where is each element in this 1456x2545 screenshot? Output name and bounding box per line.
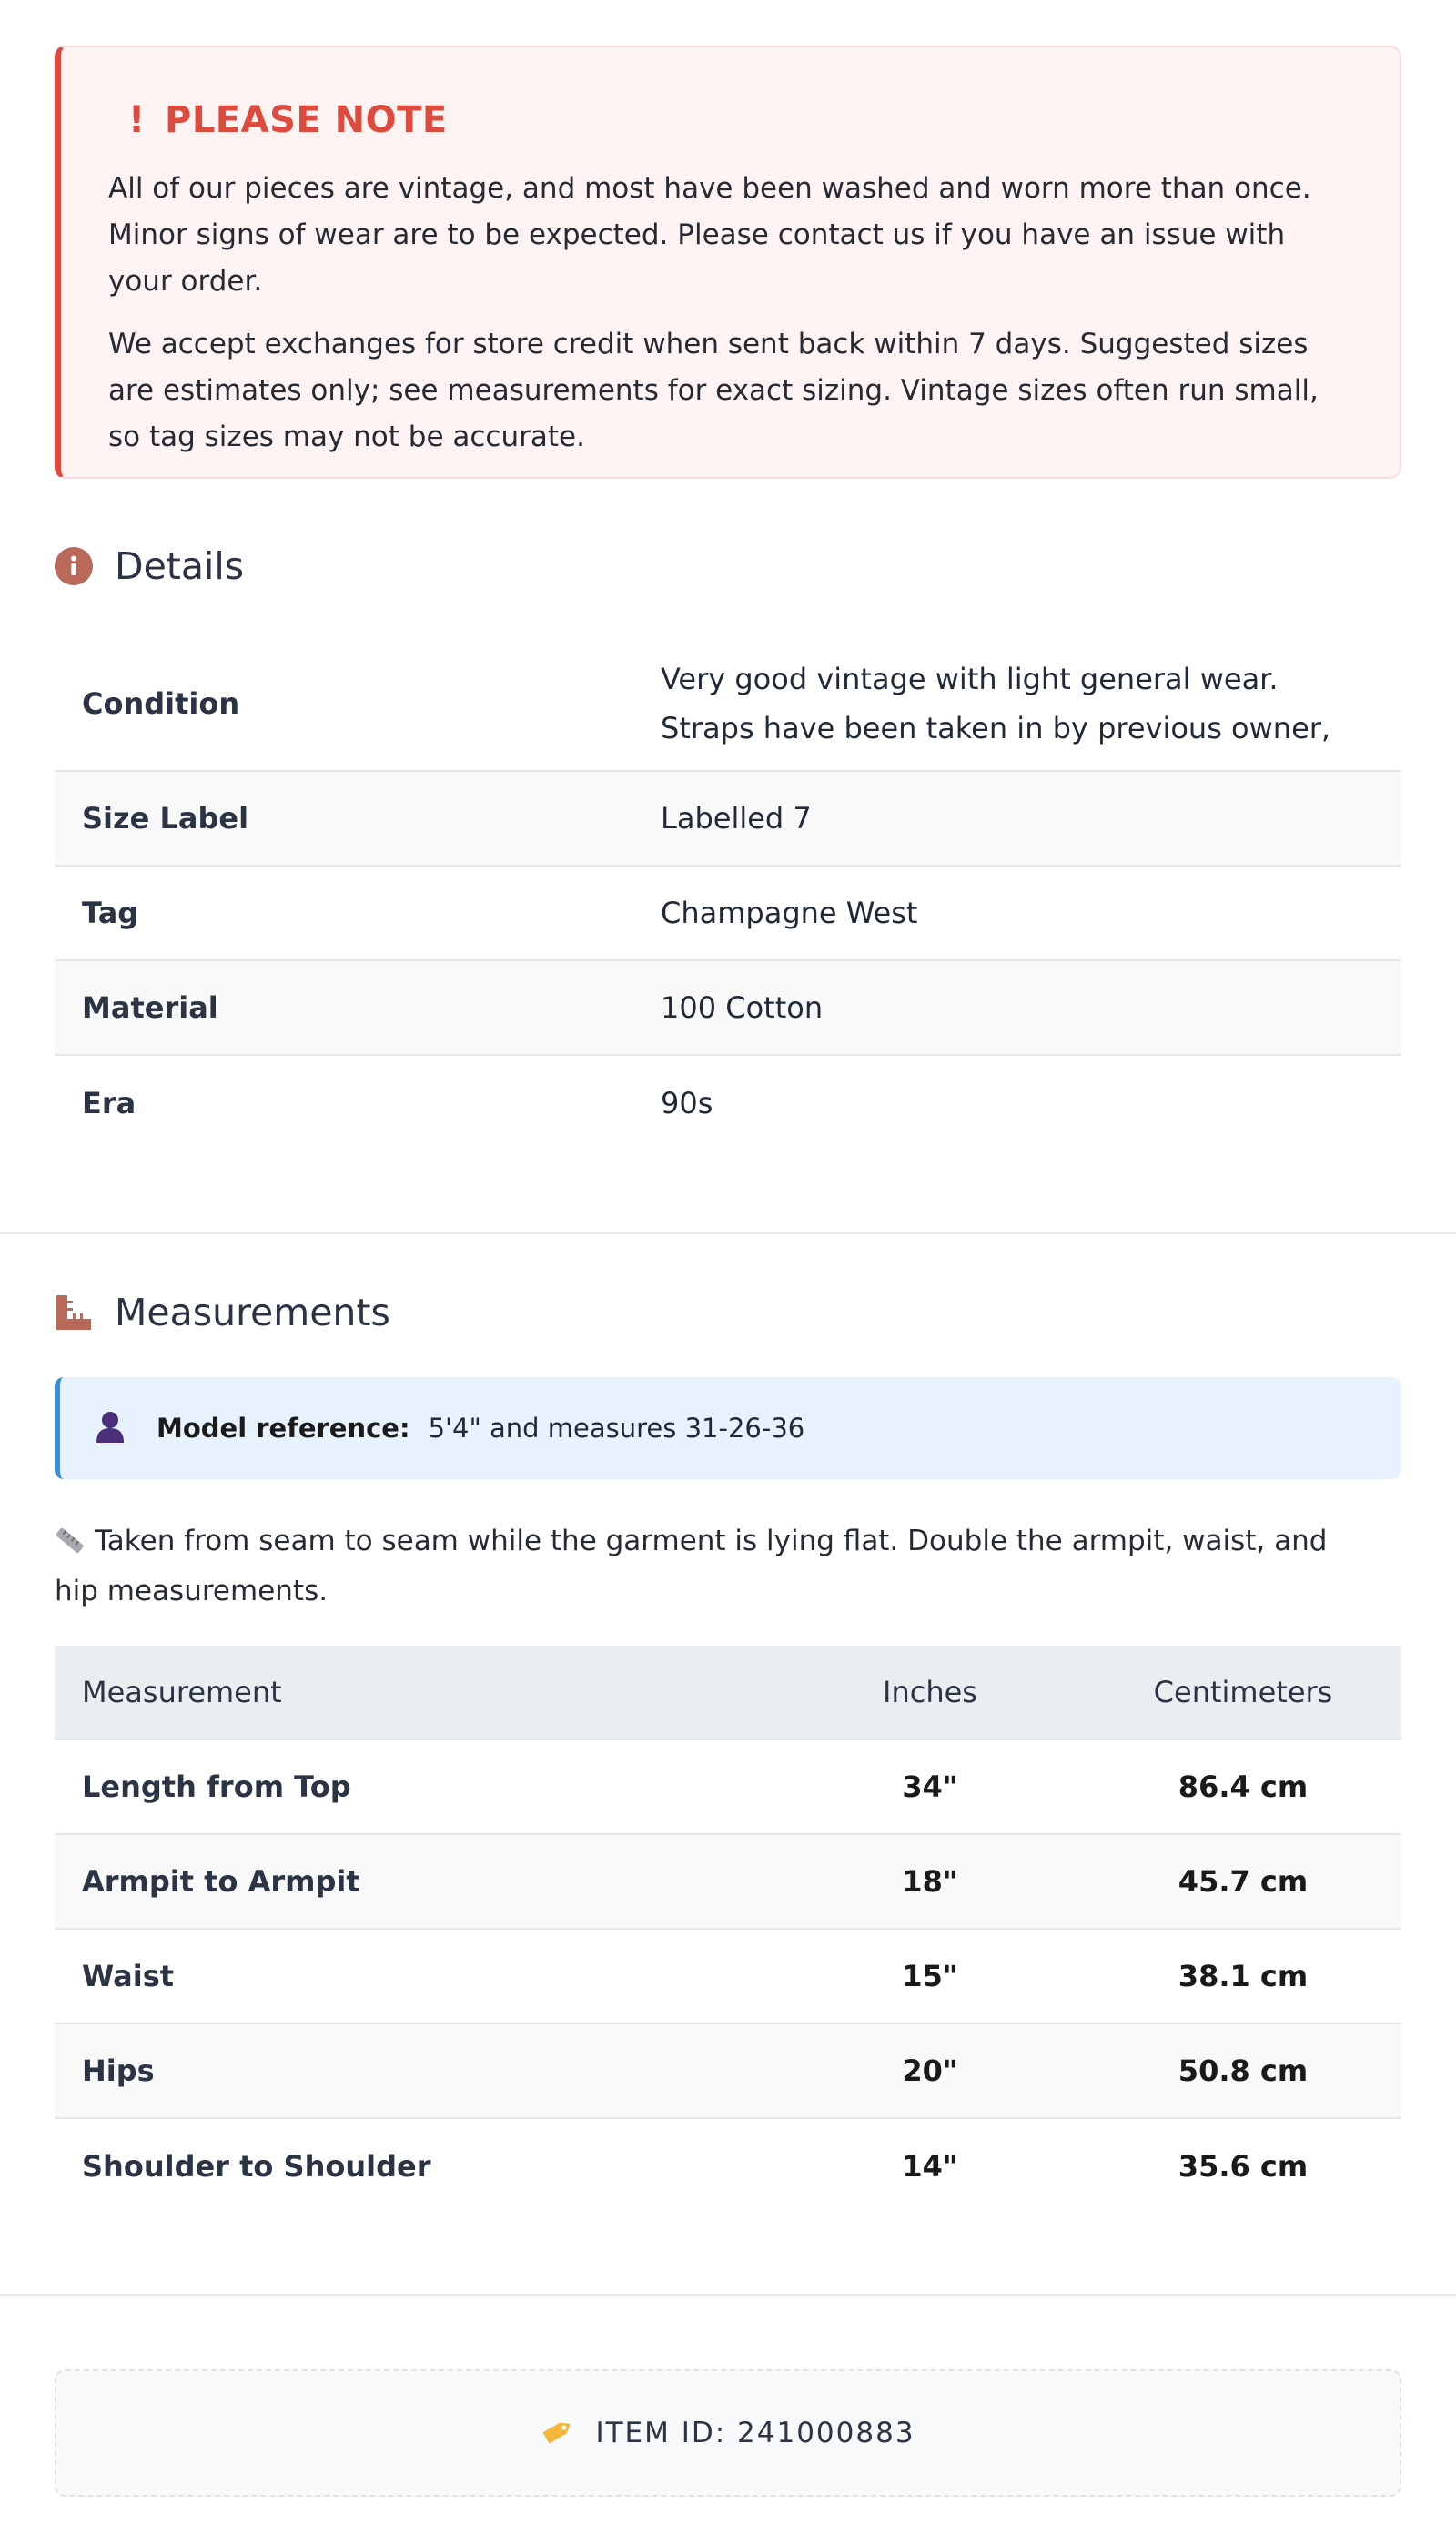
details-value: Labelled 7 [661,801,812,836]
table-header-row [55,1646,1401,1740]
details-table [55,637,1401,1151]
measurement-inches: 14" [902,2149,958,2184]
notice-paragraph: All of our pieces are vintage, and most have been washed and worn more than once. Minor signs of wear are to be expected. Please contact us if you have an issue with your order. [108,172,1311,298]
details-label: Era [82,1086,136,1120]
details-value: Very good vintage with light general wear. Straps have been taken in by previous owner, [661,662,1331,745]
model-reference-box [55,1377,1401,1479]
column-header: Measurement [82,1675,282,1709]
measurement-name: Waist [82,1959,175,1993]
measurement-inches: 18" [902,1864,958,1899]
measurement-cm: 86.4 cm [1178,1769,1309,1804]
please-note-box [55,46,1401,479]
info-icon [55,547,93,585]
model-reference-label: Model reference: [157,1413,410,1444]
table-row [55,2024,1401,2119]
measurement-name: Hips [82,2053,155,2088]
measurement-note-text: Taken from seam to seam while the garment is lying flat. Double the armpit, waist, and hip measurements. [55,1525,1328,1607]
tag-icon [541,2418,575,2449]
column-header: Centimeters [1153,1675,1333,1709]
notice-paragraph: We accept exchanges for store credit when sent back within 7 days. Suggested sizes are estimates only; see measurements for exact sizing. Vintage sizes often run small, so tag sizes may not be accurate. [108,328,1319,453]
section-divider [0,2294,1456,2296]
straight-ruler-icon [55,1522,86,1568]
measurement-name: Armpit to Armpit [82,1864,360,1899]
ruler-icon [55,1293,93,1332]
details-value: 100 Cotton [661,990,824,1025]
model-reference-value: 5'4" and measures 31-26-36 [428,1413,805,1444]
notice-header [108,99,1352,141]
table-row [55,867,1401,961]
person-icon [95,1410,126,1446]
measurement-cm: 38.1 cm [1178,1959,1309,1993]
measurement-cm: 50.8 cm [1178,2053,1309,2088]
table-row [55,1740,1401,1835]
table-row [55,637,1401,772]
measurement-name: Length from Top [82,1769,351,1804]
section-divider [0,1232,1456,1234]
measurement-name: Shoulder to Shoulder [82,2149,431,2184]
details-label: Tag [82,896,139,930]
notice-title: PLEASE NOTE [165,99,448,141]
measurement-inches: 20" [902,2053,958,2088]
measurement-note [55,1518,1365,1615]
measurements-heading [55,1285,390,1340]
table-row [55,772,1401,867]
table-row [55,2119,1401,2214]
item-id-box [55,2369,1401,2497]
table-row [55,1835,1401,1930]
measurements-table [55,1646,1401,2214]
table-row [55,961,1401,1056]
measurement-inches: 15" [902,1959,958,1993]
exclamation-icon: ! [128,99,146,141]
measurement-cm: 45.7 cm [1178,1864,1309,1899]
details-value: Champagne West [661,896,918,930]
details-heading [55,539,244,593]
measurements-title: Measurements [115,1291,390,1334]
item-id: ITEM ID: 241000883 [595,2417,915,2449]
table-row [55,1056,1401,1151]
details-label: Material [82,990,218,1025]
measurement-cm: 35.6 cm [1178,2149,1309,2184]
details-label: Size Label [82,801,249,836]
measurement-inches: 34" [902,1769,958,1804]
column-header: Inches [883,1675,977,1709]
details-label: Condition [82,686,240,721]
details-title: Details [115,544,245,588]
details-value: 90s [661,1086,713,1120]
table-row [55,1930,1401,2024]
